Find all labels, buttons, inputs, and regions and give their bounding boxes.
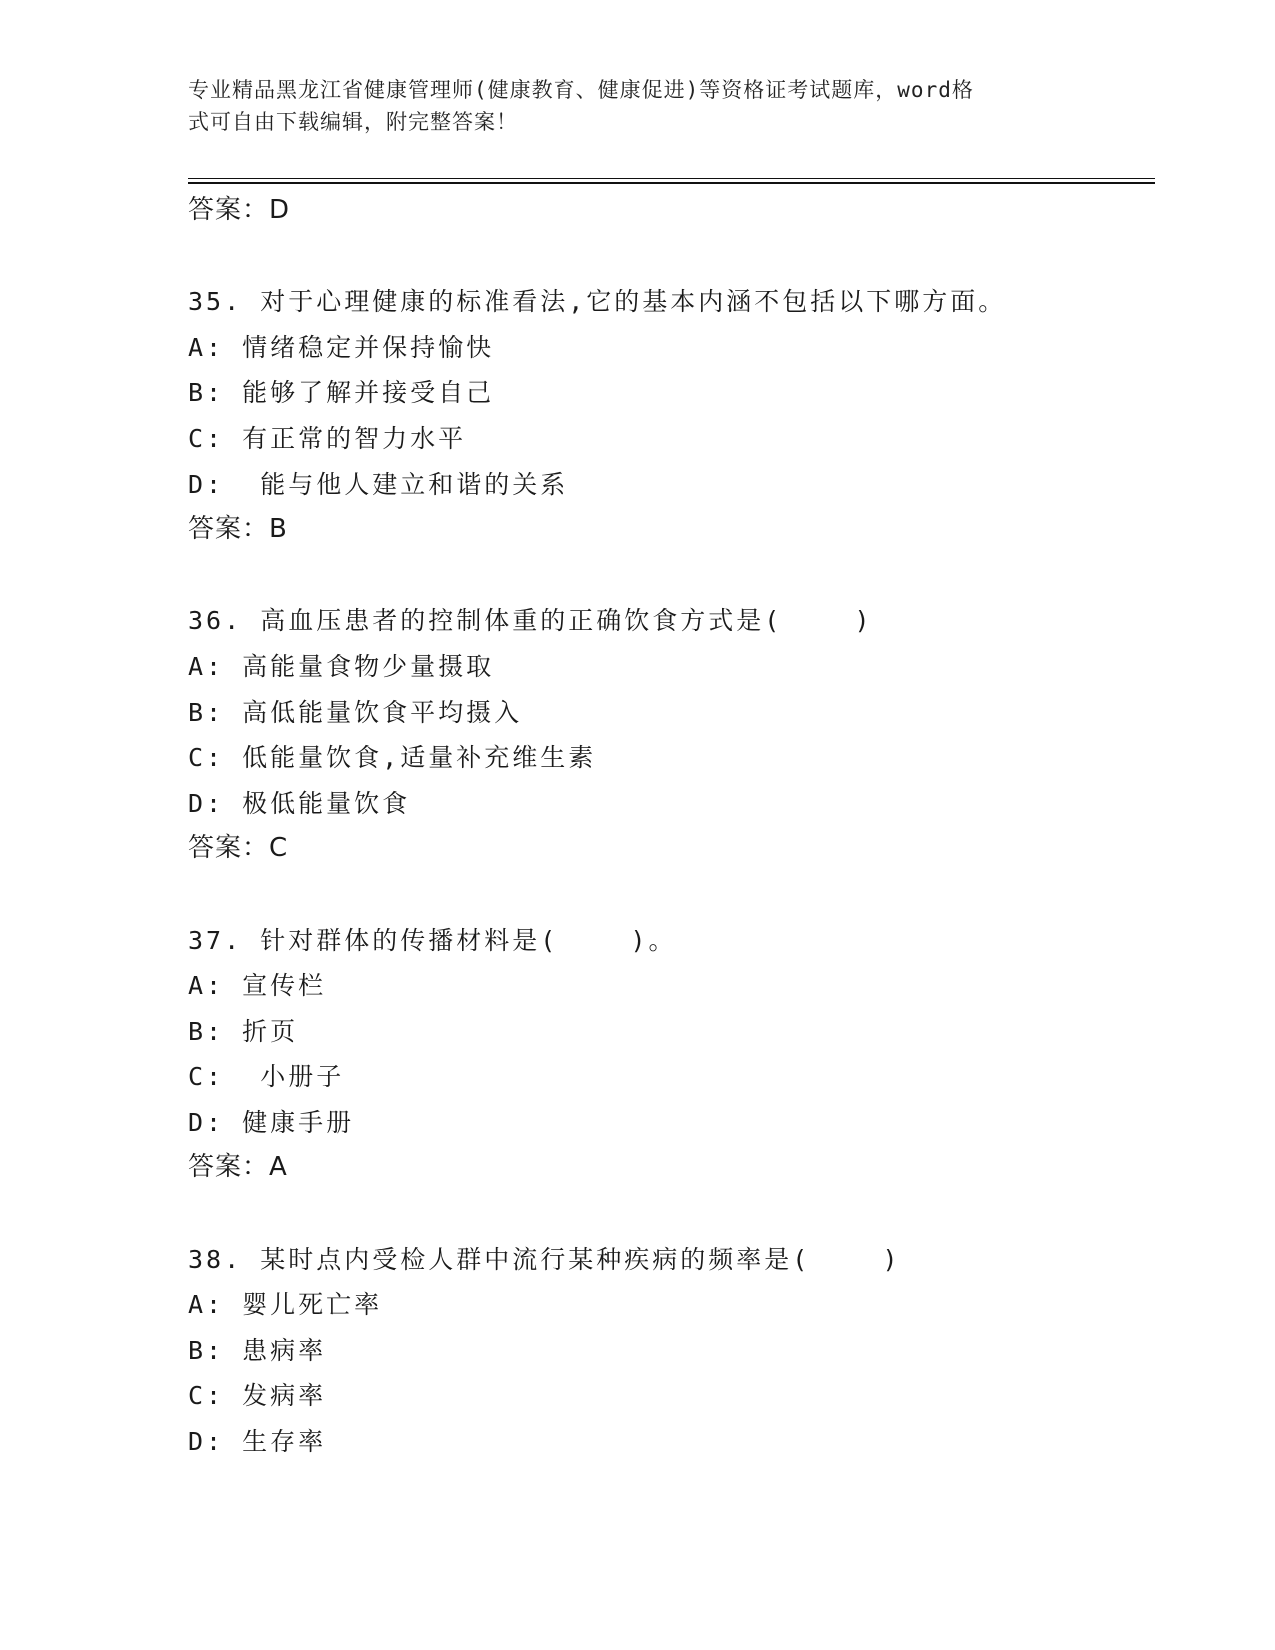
spacer	[188, 1191, 1148, 1237]
option-d: D: 能与他人建立和谐的关系	[188, 469, 569, 499]
header-line-1: 专业精品黑龙江省健康管理师(健康教育、健康促进)等资格证考试题库，word格	[188, 78, 974, 102]
question-35	[188, 279, 1148, 553]
option-b: B: 高低能量饮食平均摄入	[188, 697, 523, 727]
option-d: D: 极低能量饮食	[188, 788, 411, 818]
option-b: B: 能够了解并接受自己	[188, 378, 495, 408]
question-stem: 36. 高血压患者的控制体重的正确饮食方式是( )	[188, 606, 873, 636]
option-a: A: 宣传栏	[188, 971, 327, 1001]
question-36	[188, 598, 1148, 872]
question-stem: 37. 针对群体的传播材料是( )。	[188, 925, 677, 955]
question-list	[188, 188, 1148, 1465]
answer: 答案：A	[188, 1152, 288, 1183]
option-b: B: 折页	[188, 1016, 299, 1046]
option-b: B: 患病率	[188, 1335, 327, 1365]
header-divider-thin	[188, 178, 1155, 179]
spacer	[188, 553, 1148, 599]
question-stem: 38. 某时点内受检人群中流行某种疾病的频率是( )	[188, 1244, 901, 1274]
option-c: C: 发病率	[188, 1381, 327, 1411]
header-line-2: 式可自由下载编辑，附完整答案！	[188, 110, 518, 134]
spacer	[188, 872, 1148, 918]
document-header	[188, 74, 1068, 138]
option-c: C: 有正常的智力水平	[188, 423, 467, 453]
option-d: D: 生存率	[188, 1427, 327, 1457]
previous-answer: 答案：D	[188, 195, 291, 225]
option-d: D: 健康手册	[188, 1107, 355, 1137]
header-divider-thick	[188, 182, 1155, 184]
question-37	[188, 918, 1148, 1192]
question-stem: 35. 对于心理健康的标准看法,它的基本内涵不包括以下哪方面。	[188, 287, 1007, 317]
answer: 答案：C	[188, 833, 289, 864]
option-c: C: 低能量饮食,适量补充维生素	[188, 743, 597, 773]
option-a: A: 情绪稳定并保持愉快	[188, 332, 495, 362]
option-a: A: 高能量食物少量摄取	[188, 651, 495, 681]
question-38	[188, 1237, 1148, 1465]
answer: 答案：B	[188, 514, 288, 545]
option-c: C: 小册子	[188, 1062, 345, 1092]
option-a: A: 婴儿死亡率	[188, 1290, 383, 1320]
